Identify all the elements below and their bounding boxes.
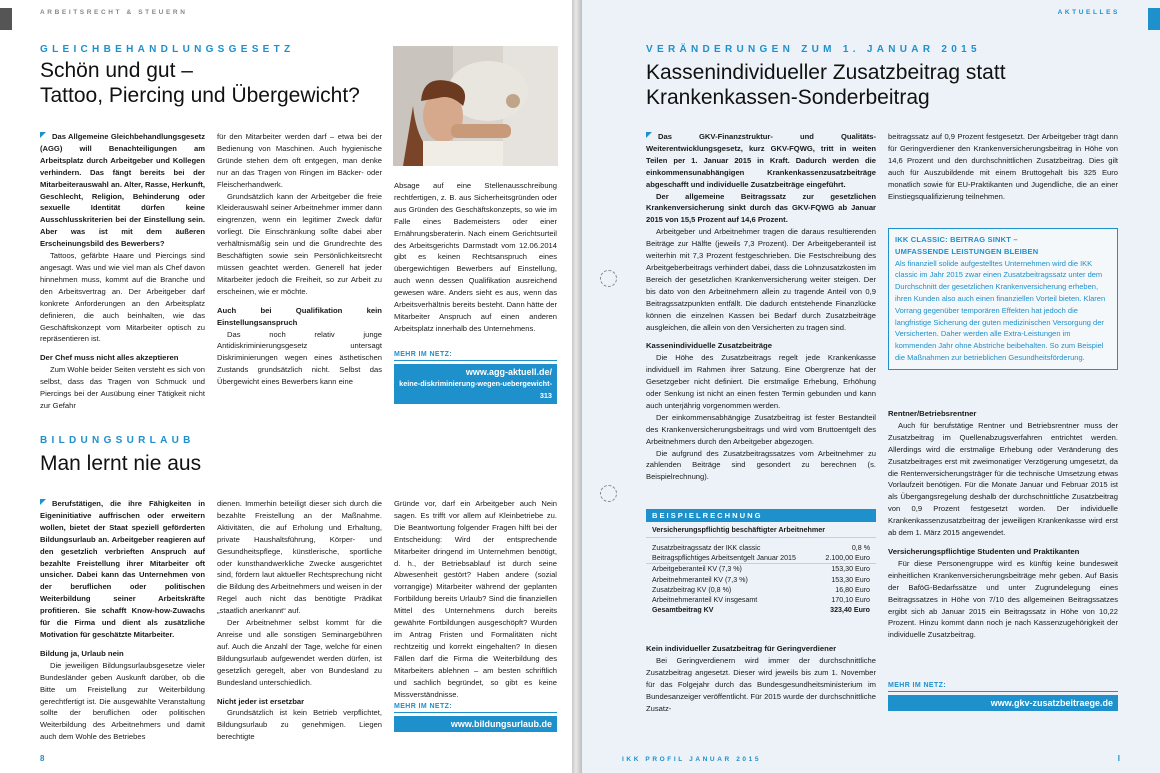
left-running-head: ARBEITSRECHT & STEUERN — [40, 9, 188, 16]
article1-paragraph: Grundsätzlich kann der Arbeitgeber die freie Kleiderauswahl seiner Arbeitnehmer immer dann eingrenzen, wenn ein legitimer Zweck dafür vorliegt. Die Einschränkung sollte dabei aber verhältnismäßig sein und die Grundrechte des Beschäftigten sowie sein Persönlichkeitsrecht müssen geachtet werden. Generell hat jeder Mitarbeiter jedoch die Freiheit, so zur Arbeit zu erscheinen, wie er möchte. — [217, 191, 382, 296]
right-page — [582, 0, 1160, 773]
tattoo-photo-illustration — [393, 46, 558, 166]
tattoo-photo — [393, 46, 558, 166]
article2-title: Man lernt nie aus — [40, 452, 202, 475]
article2-paragraph: Die jeweiligen Bildungsurlaubsgesetze vieler Bundesländer geben Auskunft darüber, ob die Bitte um Freistellung zur Weiterbildung gerechtfertigt ist. Die ausgewählte Veranstaltung sollte der beruflichen oder politischen Weiterbildung des Arbeitnehmers und damit auch dem Wohle des Betriebes — [40, 660, 205, 742]
calc-row-label: Arbeitnehmeranteil KV insgesamt — [652, 596, 758, 605]
calc-table — [646, 543, 876, 615]
article2-paragraph: Grundsätzlich ist kein Betrieb verpflichtet, Bildungsurlaub zu genehmigen. Liegen berechtigte — [217, 708, 382, 742]
article1-col3 — [394, 180, 557, 342]
article1-title-line1: Schön und gut – — [40, 59, 193, 82]
right-col1-bottom — [646, 643, 876, 728]
right-paragraph: Die aufgrund des Zusatzbeitragssatzes vom Arbeitnehmer zu zahlenden Beiträge sind gesondert zu berechnen (s. Beispielrechnung). — [646, 448, 876, 482]
article1-col2 — [217, 131, 382, 401]
article2-col1 — [40, 498, 205, 740]
article1-subheading: Auch bei Qualifikation kein Einstellungsanspruch — [217, 305, 382, 327]
right-page-number: I — [1117, 754, 1120, 763]
calc-row-value: 153,30 Euro — [831, 575, 870, 584]
right-footer: IKK PROFIL JANUAR 2015 — [622, 756, 762, 763]
right-running-head: AKTUELLES — [1057, 9, 1120, 16]
right-paragraph: Für diese Personengruppe wird es künftig keine bundesweit einheitlichen Krankenversicherungsbeiträge mehr geben. Auf Basis der BaföG-Bedarfssätze und unter Zugrundelegung eines Beitragssatzes in Höhe von 7/10 des allgemeinen Beitragssatzes ergibt sich ab Januar 2015 ein Beitragssatz in Höhe von 10,22 Prozent. Hinzu kommt dann noch je nach Kassenzugehörigkeit der individuelle Zusatzbeitrag. — [888, 558, 1118, 640]
bildungsurlaub-link[interactable]: www.bildungsurlaub.de — [394, 716, 557, 732]
calc-row — [646, 564, 876, 575]
right-subheading: Rentner/Betriebsrentner — [888, 409, 977, 418]
article1-title — [40, 58, 360, 108]
article2-lead: Berufstätigen, die ihre Fähigkeiten in Eigeninitiative auffrischen oder erweitern wollen, bietet der Staat speziell geförderten Bildungsurlaub an. Arbeitgeber reagieren auf den gesetzlich verbrieften Anspruch auf bezahlte Freistellung ihrer Mitarbeiter oft unsicher. Dabei kann das Unternehmen von der beruflichen oder politischen Weiterbildung seiner Arbeitskräfte profitieren. Sie schafft Know-how-Zuwachs für die Firma und dient als zusätzliche Motivation für geschätzte Mitarbeiter. — [40, 499, 205, 639]
calc-total-label: Gesamtbeitrag KV — [652, 606, 714, 615]
binder-hole-top — [600, 270, 617, 287]
spine-gutter — [572, 0, 582, 773]
right-subheading: Kein individueller Zusatzbeitrag für Geringverdiener — [646, 644, 837, 653]
calc-total-value: 323,40 Euro — [830, 606, 870, 615]
right-paragraph: Der einkommensabhängige Zusatzbeitrag ist fester Bestandteil des Krankenversicherungsbeitrags und wird vom Bruttoentgelt des Arbeitnehmers durch den Arbeitgeber abgezogen. — [646, 412, 876, 446]
article2-paragraph: dienen. Immerhin beteiligt dieser sich durch die bezahlte Freistellung an der Maßnahme. Aktivitäten, die auf Erholung und Erhaltung, private Haushaltsführung, Körper- und Gesundheitspflege, künstlerische, sportliche oder kunsthandwerkliche Zwecke ausgerichtet sind, fördern laut aktueller Rechtsprechung nicht die Bildung des Arbeitnehmers und weisen in der Regel auch nicht das benötigte Prädikat „staatlich anerkannt“ auf. — [217, 499, 382, 616]
right-kicker: VERÄNDERUNGEN ZUM 1. JANUAR 2015 — [646, 44, 981, 55]
article1-paragraph: Das noch relativ junge Antidiskriminierungsgesetz untersagt Diskriminierungen wegen eines ästhetischen Zustands grundsätzlich nicht. Selbst das Übergewicht eines Bewerbers kann eine — [217, 329, 382, 387]
article1-lead: Das Allgemeine Gleichbehandlungsgesetz (AGG) will Benachteiligungen am Arbeitsplatz durch Arbeitgeber und Kollegen verhindern. Das fängt bereits bei der Mitarbeiterauswahl an. Alter, Rasse, Herkunft, Geschlecht, Religion, Behinderung oder sexuelle Identität dürfen keine Ausschlusskriterien bei der Einstellung sein. Aber was ist mit dem äußeren Erscheinungsbild des Bewerbers? — [40, 132, 205, 249]
calc-row-label: Beitragspflichtiges Arbeitsentgelt Januar 2015 — [652, 554, 796, 563]
calc-row-value: 153,30 Euro — [815, 564, 876, 575]
agg-link-line1[interactable]: www.agg-aktuell.de/ — [465, 367, 552, 377]
right-title-line1: Kassenindividueller Zusatzbeitrag statt — [646, 61, 1006, 84]
calc-row-value: 2.100,00 Euro — [825, 554, 870, 563]
calc-row-label: Arbeitgeberanteil KV (7,3 %) — [646, 564, 815, 575]
left-corner-mark — [0, 8, 12, 30]
article2-paragraph: Der Arbeitnehmer selbst kommt für die Anreise und alle sonstigen Seminargebühren auf. Auch die Anzahl der Tage, welche für einen Bildungsurlaub aufgewendet werden dürfen, ist gesetzlich geregelt, aber von Bundesland zu Bundesland unterschiedlich. — [217, 618, 382, 687]
ikk-infobox-title1: IKK CLASSIC: BEITRAG SINKT – — [895, 235, 1018, 244]
more-label: MEHR IM NETZ: — [394, 703, 557, 713]
calc-row-value: 0,8 % — [851, 544, 870, 552]
right-paragraph: Bei Geringverdienern wird immer der durchschnittliche Zusatzbeitrag angesetzt. Dieser wird jeweils bis zum 1. November für das Folgejahr durch das Bundesgesundheitsministerium im Bundesanzeiger veröffentlicht. Für 2015 wurde der durchschnittliche Zusatz- — [646, 655, 876, 713]
calc-row-label: Zusatzbeitrag KV (0,8 %) — [652, 585, 732, 594]
right-paragraph: Die Höhe des Zusatzbeitrags regelt jede Krankenkasse individuell im Rahmen ihrer Satzung. Eine Obergrenze hat der Gesetzgeber nicht definiert. Die erstmalige Erhebung, Erhöhung oder Senkung ist nicht an einen festen Termin gebunden und kann auch unterjährig vorgenommen werden. — [646, 353, 876, 410]
right-paragraph: Arbeitgeber und Arbeitnehmer tragen die daraus resultierenden Beiträge zur Hälfte (jeweils 7,3 Prozent). Der Arbeitgeberanteil ist weiterhin mit 7,3 Prozent festgeschrieben. Die Festschreibung des Arbeitgeberbeitrags verhindert dabei, dass die Lohnzusatzkosten im Bereich der gesetzlichen Krankenversicherung weiter steigen. Der bis dato von den Arbeitnehmern allein zu tragende Anteil von 0,9 Beitragssatzpunkten entfällt. Die dadurch entstehende Finanzlücke können die einzelnen Kassen bei Bedarf durch Zusatzbeiträge ausgleichen, die allein von den Versicherten zu tragen sind. — [646, 227, 876, 332]
calc-row-value: 170,10 Euro — [831, 596, 870, 605]
calc-row-value: 16,80 Euro — [835, 585, 870, 594]
article2-col3 — [394, 498, 557, 699]
article1-paragraph: Zum Wohle beider Seiten versteht es sich von selbst, dass das Tragen von Schmuck und Piercings bei der Ausübung einer Tätigkeit nicht zur Gefahr — [40, 365, 205, 410]
agg-link[interactable] — [394, 364, 557, 404]
ikk-infobox-title2: UMFASSENDE LEISTUNGEN BLEIBEN — [895, 246, 1039, 256]
left-page-number: 8 — [40, 754, 45, 763]
article2-col2 — [217, 498, 382, 740]
lead-marker-icon — [40, 499, 46, 505]
calc-row — [646, 585, 876, 595]
article2-subheading: Bildung ja, Urlaub nein — [40, 648, 124, 658]
right-title — [646, 60, 1006, 110]
right-title-line2: Krankenkassen-Sonderbeitrag — [646, 86, 930, 109]
example-calculation — [646, 509, 876, 615]
article1-paragraph: Tattoos, gefärbte Haare und Piercings sind angesagt. Was und wie viel man als Chef davon hinnehmen muss, kommt auf die Branche und den Arbeitsvertrag an. Der Arbeitgeber darf konkrete Anforderungen an den Arbeitsplatz definieren, die auch beinhalten, wie das Geschäftskonzept vom Mitarbeiter optisch zu repräsentieren ist. — [40, 251, 205, 344]
article1-title-line2: Tattoo, Piercing und Übergewicht? — [40, 84, 360, 107]
right-lead: Das GKV-Finanzstruktur- und Qualitäts-Weiterentwicklungsgesetz, kurz GKV-FQWG, tritt in weiten Teilen per 1. Januar 2015 in Kraft. Dadurch werden die einkommensunabhängigen Krankenkassenzusatzbeiträge abgeschafft und individuelle Zusatzbeiträge eingeführt. — [646, 132, 876, 189]
right-subheading: Kassenindividuelle Zusatzbeiträge — [646, 341, 773, 351]
right-paragraph: Auch für berufstätige Rentner und Betriebsrentner muss der Zusatzbeitrag im Quellenabzugsverfahren entrichtet werden. Allerdings wird die erstmalige Erhebung oder Veränderung des Zusatzbeitrages erst mit zweimonatiger Verzögerung umgesetzt, da die Rentenversicherungsträger für die technische Umsetzung etwas Vorlaufzeit benötigen. Für die Monate Januar und Februar 2015 ist als Übergangsregelung deshalb der durchschnittliche Zusatzbeitrag von 0,9 Prozent festgesetzt worden. Der individuelle Krankenkassenzusatzbeitrag der jeweiligen Krankenkasse wird erst ab dem 1. März 2015 angewendet. — [888, 420, 1118, 538]
right-col2-bottom — [888, 408, 1118, 670]
article2-more-box — [394, 703, 557, 732]
left-page — [0, 0, 572, 773]
article1-subheading: Der Chef muss nicht alles akzeptieren — [40, 353, 179, 363]
calc-row — [646, 553, 876, 564]
right-col1-top — [646, 131, 876, 503]
calc-subheader: Versicherungspflichtig beschäftigter Arbeitnehmer — [646, 522, 876, 538]
calc-row-label: Arbeitnehmeranteil KV (7,3 %) — [652, 575, 748, 584]
lead-marker-icon — [40, 132, 46, 138]
agg-link-line2[interactable]: keine-diskriminierung-wegen-uebergewicht-313 — [399, 379, 552, 400]
article1-kicker: GLEICHBEHANDLUNGSGESETZ — [40, 44, 295, 55]
calc-total-row — [646, 605, 876, 615]
calc-header: BEISPIELRECHNUNG — [646, 509, 876, 522]
calc-row — [646, 595, 876, 605]
binder-hole-bottom — [600, 485, 617, 502]
calc-row — [646, 543, 876, 553]
calc-row — [646, 575, 876, 585]
right-paragraph: beitragssatz auf 0,9 Prozent festgesetzt. Der Arbeitgeber trägt dann für Geringverdiener den Krankenversicherungsbeitrag in Höhe von 14,6 Prozent und den durchschnittlichen Zusatzbeitrag. Dies gilt auch für Auszubildende mit einem Bruttogehalt bis 325 Euro monatlich sowie für EU-Praktikanten und Jugendliche, die an einer Einstiegsqualifizierung teilnehmen. — [888, 132, 1118, 201]
right-col2-top — [888, 131, 1118, 216]
article1-col1 — [40, 131, 205, 410]
right-more-box — [888, 682, 1118, 711]
more-label: MEHR IM NETZ: — [394, 351, 557, 361]
ikk-classic-infobox — [888, 228, 1118, 370]
article2-kicker: BILDUNGSURLAUB — [40, 435, 195, 446]
gkv-link[interactable]: www.gkv-zusatzbeitraege.de — [888, 695, 1118, 711]
right-paragraph-bold: Der allgemeine Beitragssatz zur gesetzlichen Krankenversicherung sinkt durch das GKV-FQWG ab Januar 2015 von 15,5 Prozent auf 14,6 Prozent. — [646, 191, 876, 225]
calc-row-label: Zusatzbeitragssatz der IKK classic — [652, 544, 761, 552]
ikk-infobox-body: Als finanziell solide aufgestelltes Unternehmen wird die IKK classic im Jahr 2015 zwar einen Zusatzbeitragssatz unter dem Durchschnitt der gesetzlichen Krankenversicherung erheben, ihren Kunden also auch einen finanziellen Vorteil bieten. Klaren Vorrang gegenüber temporären Effekten hat jedoch die langfristige Sicherung der guten medizinischen Versorgung der Versicherten. Daher werden alle Extra-Leistungen im kommenden Jahr ohne Abstriche beibehalten. So zum Beispiel die Maßnahmen zur betrieblichen Gesundheitsförderung. — [895, 258, 1106, 362]
article1-paragraph: für den Mitarbeiter werden darf – etwa bei der Bedienung von Maschinen. Auch hygienische Gründe stehen dem oft entgegen, man denke nur an das Tragen von Ringen im Bäcker- oder Fleischerhandwerk. — [217, 132, 382, 189]
more-label: MEHR IM NETZ: — [888, 682, 1118, 692]
article1-paragraph: Absage auf eine Stellenausschreibung rechtfertigen, z. B. aus Sicherheitsgründen oder aus Gründen des Geschäftskonzepts, so wie im Falle eines Bademeisters oder einer Ernährungsberaterin. Nach einem Gerichtsurteil des Arbeitsgerichts Darmstadt vom 12.06.2014 gibt es keinen Rechtsanspruch eines übergewichtigen Bewerbers auf Einstellung, auch wenn dessen Qualifikation ausreichend gewesen wäre. Anders sieht es aus, wenn das Arbeitsverhältnis bereits besteht. Dann hätte der Mitarbeiter Anspruch auf einen anderen Arbeitsplatz innerhalb des Unternehmens. — [394, 181, 557, 333]
lead-marker-icon — [646, 132, 652, 138]
right-corner-mark — [1148, 8, 1160, 30]
article1-more-box — [394, 351, 557, 404]
article2-paragraph: Gründe vor, darf ein Arbeitgeber auch Nein sagen. Es trifft vor allem auf Kleinbetriebe zu. Die Beantwortung folgender Fragen hilft bei der Entscheidung: Wird der entsprechende Mitarbeiter dringend im Unternehmen benötigt, d. h., der Betriebsablauf ist durch seine Abwesenheit gestört? Haben andere (sozial vorrangige) Mitarbeiter während der geplanten Fortbildung bereits Urlaub? Sind die finanziellen Mittel des Unternehmens durch bereits gewährte Fortbildungen ausgeschöpft? Wurden im Antrag Fristen und Formalitäten nicht rechtzeitig und korrekt eingehalten? In diesen Fällen darf die Firma die Weiterbildung des Mitarbeiters ablehnen – am besten schriftlich und sachlich begründet, so gibt es keine Missverständnisse. — [394, 499, 557, 699]
article2-subheading: Nicht jeder ist ersetzbar — [217, 696, 305, 706]
right-subheading: Versicherungspflichtige Studenten und Praktikanten — [888, 546, 1080, 556]
